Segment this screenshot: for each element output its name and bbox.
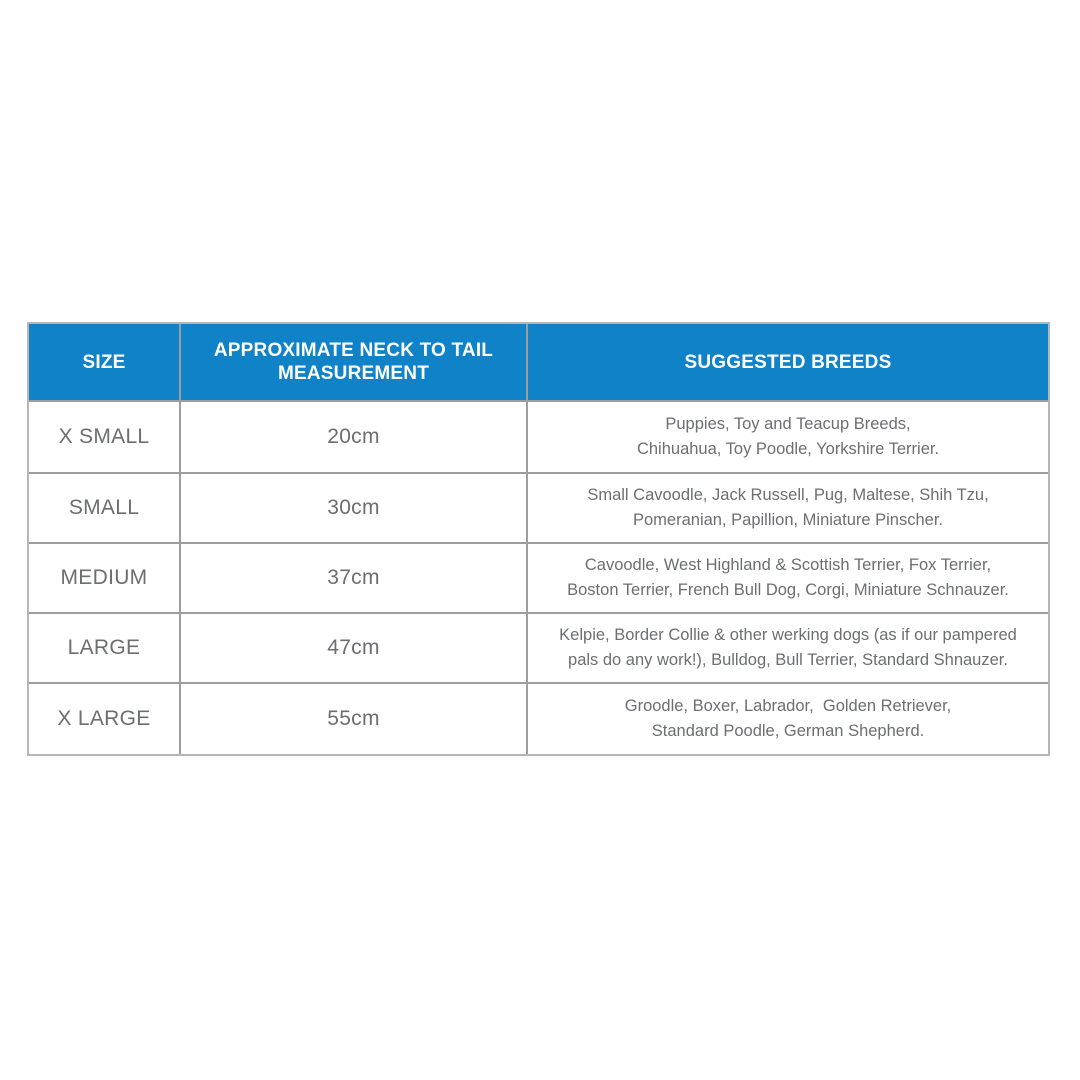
size-cell: X LARGE [29, 684, 181, 754]
header-measurement-line1: APPROXIMATE NECK TO TAIL [213, 340, 494, 361]
header-size-label: SIZE [82, 351, 126, 373]
size-chart-table [27, 322, 1050, 756]
table-row-xlarge [29, 684, 1048, 754]
measurement-cell: 47cm [181, 614, 528, 682]
header-cell-measurement [181, 324, 528, 400]
measurement-cell: 20cm [181, 402, 528, 472]
breeds-line: Puppies, Toy and Teacup Breeds, [665, 415, 911, 433]
breeds-cell [528, 402, 1048, 472]
table-row-large [29, 614, 1048, 684]
table-row-medium [29, 544, 1048, 614]
header-breeds-label: SUGGESTED BREEDS [684, 351, 892, 373]
breeds-line: Pomeranian, Papillion, Miniature Pinscher. [633, 511, 943, 529]
breeds-cell [528, 614, 1048, 682]
measurement-cell: 55cm [181, 684, 528, 754]
breeds-line: Boston Terrier, French Bull Dog, Corgi, Miniature Schnauzer. [567, 581, 1009, 599]
size-cell: SMALL [29, 474, 181, 542]
breeds-line: Cavoodle, West Highland & Scottish Terrier, Fox Terrier, [584, 556, 992, 574]
breeds-line: Chihuahua, Toy Poodle, Yorkshire Terrier. [636, 440, 940, 458]
header-cell-size [29, 324, 181, 400]
measurement-cell: 30cm [181, 474, 528, 542]
breeds-line: Standard Poodle, German Shepherd. [651, 722, 925, 740]
size-cell: X SMALL [29, 402, 181, 472]
measurement-cell: 37cm [181, 544, 528, 612]
table-row-small [29, 474, 1048, 544]
header-measurement-line2: MEASUREMENT [277, 363, 430, 384]
size-cell: MEDIUM [29, 544, 181, 612]
header-cell-breeds [528, 324, 1048, 400]
breeds-cell [528, 684, 1048, 754]
breeds-line: pals do any work!), Bulldog, Bull Terrier, Standard Shnauzer. [568, 651, 1008, 669]
breeds-line: Small Cavoodle, Jack Russell, Pug, Maltese, Shih Tzu, [587, 486, 989, 504]
breeds-line: Groodle, Boxer, Labrador, Golden Retriever, [624, 697, 952, 715]
table-row-xsmall [29, 402, 1048, 474]
table-header-row [29, 324, 1048, 402]
size-cell: LARGE [29, 614, 181, 682]
breeds-cell [528, 474, 1048, 542]
breeds-line: Kelpie, Border Collie & other werking dogs (as if our pampered [559, 626, 1017, 644]
breeds-cell [528, 544, 1048, 612]
